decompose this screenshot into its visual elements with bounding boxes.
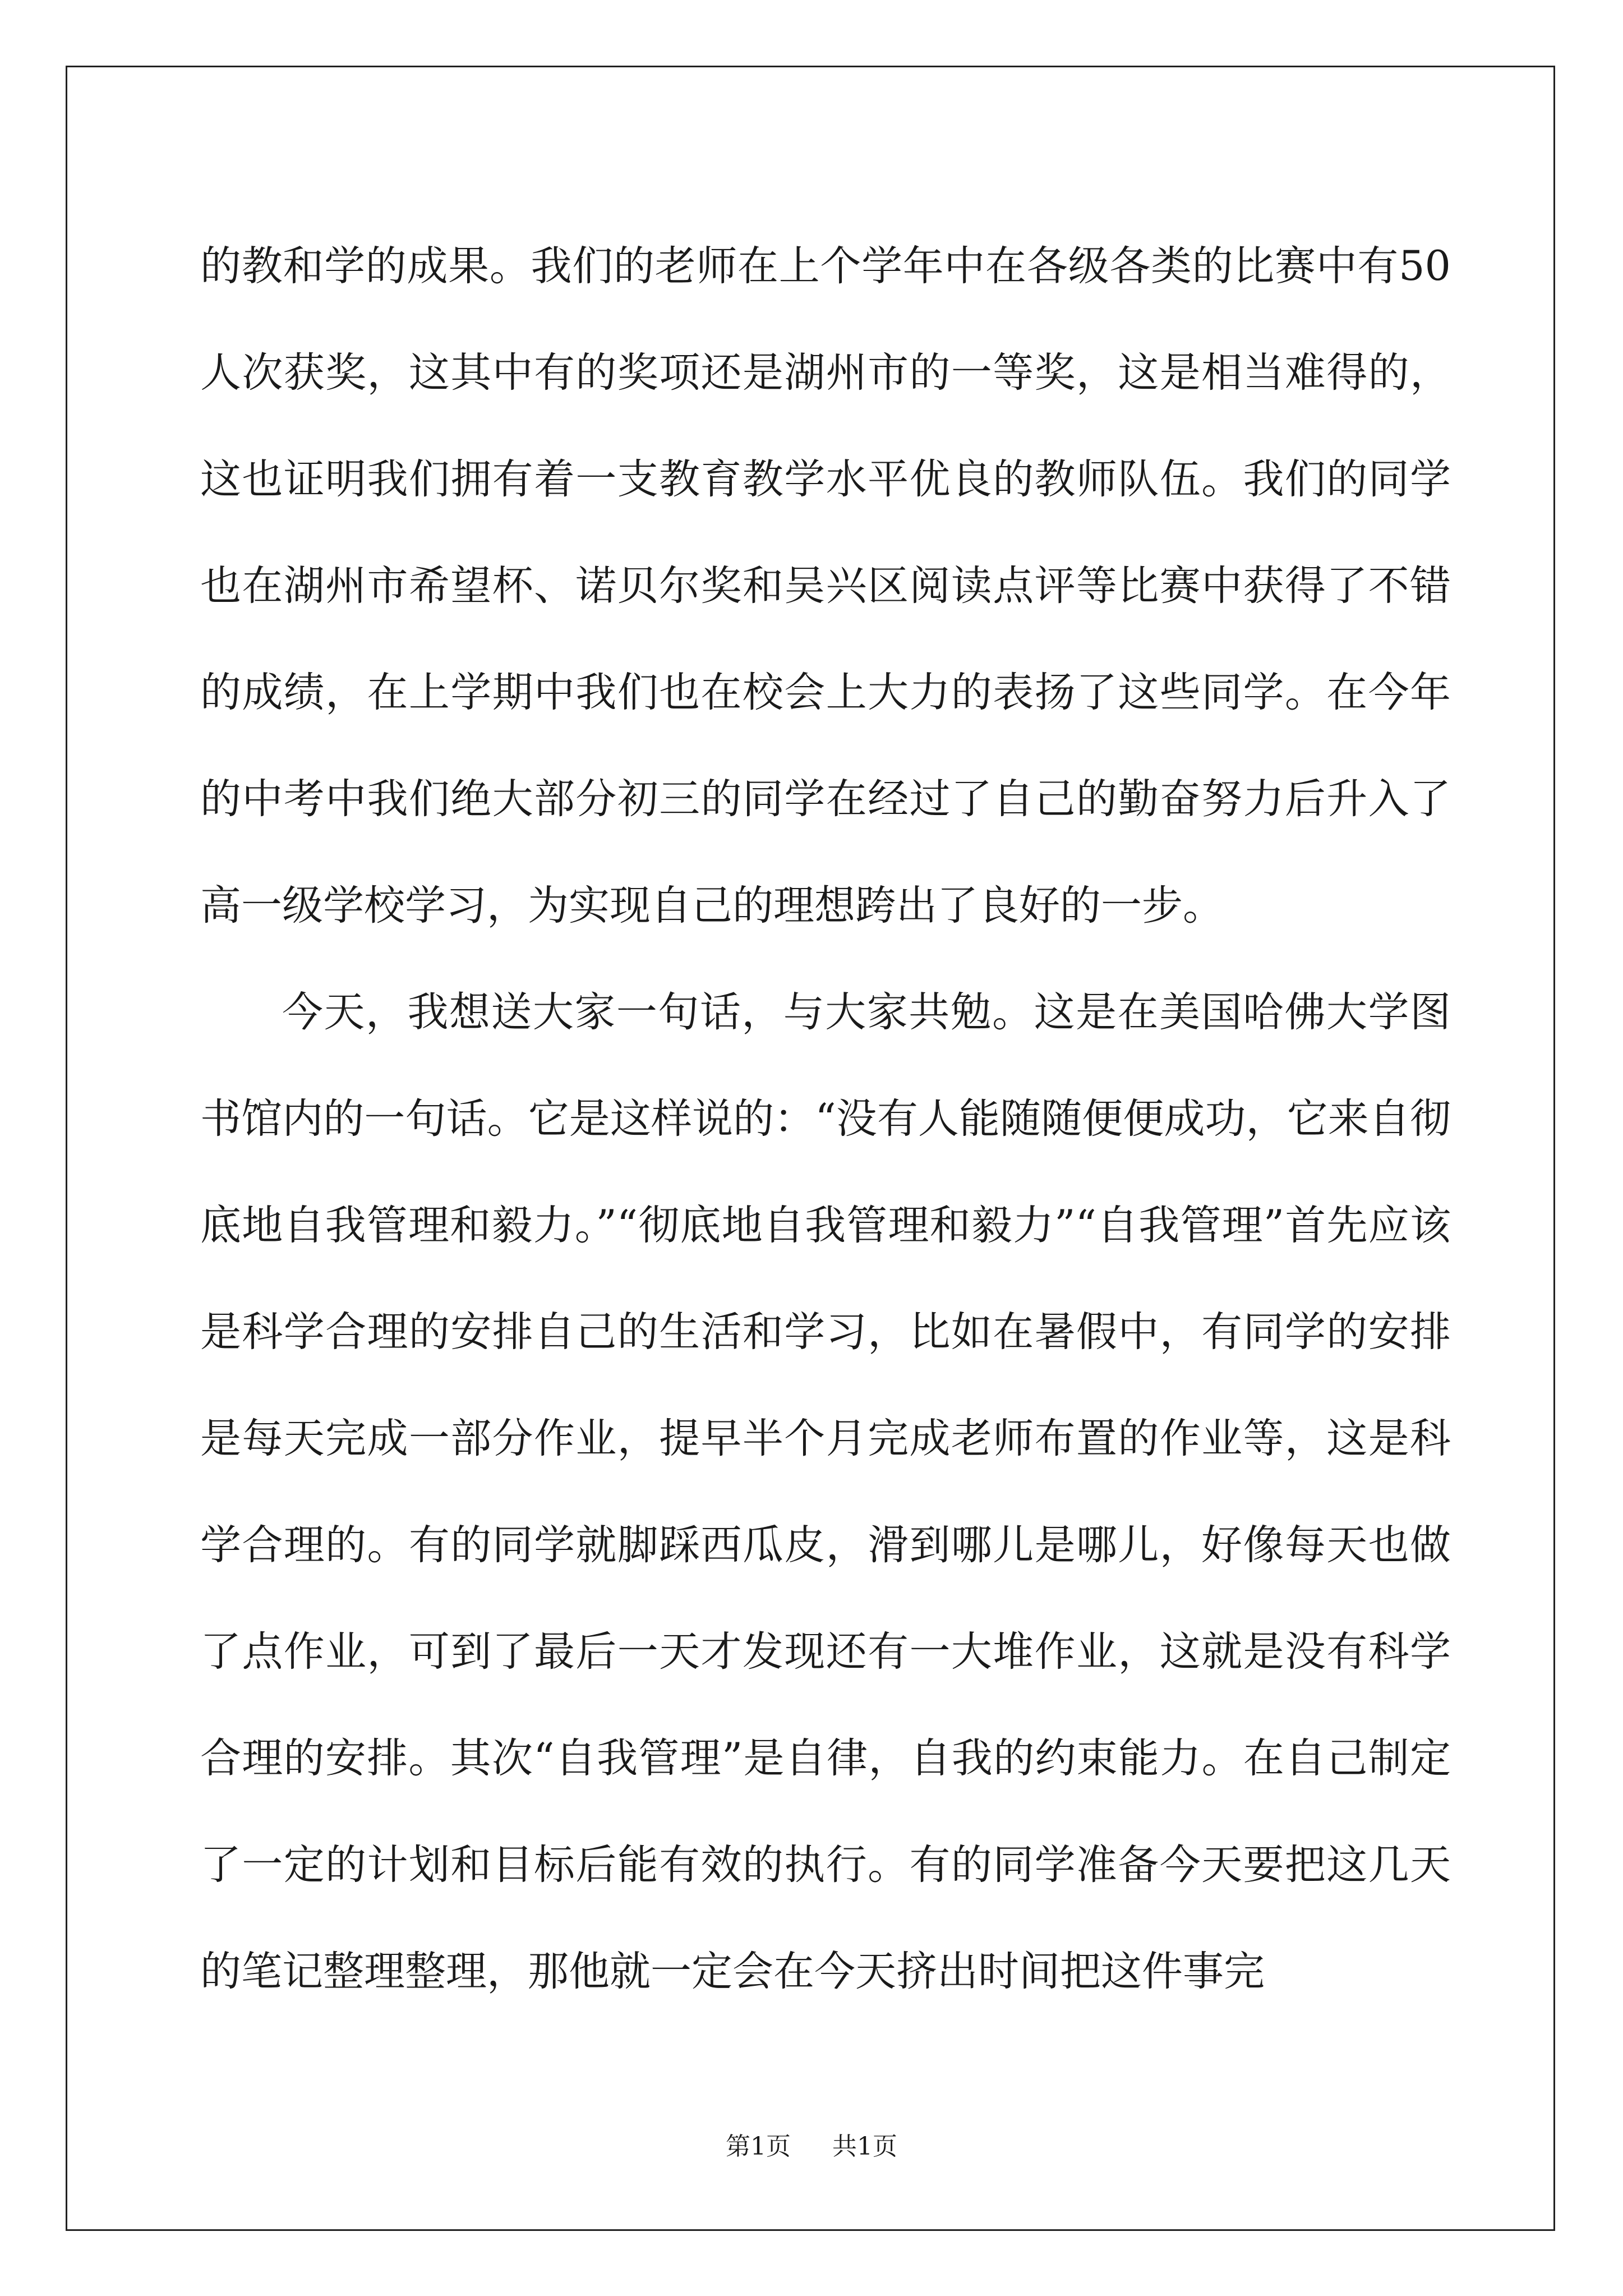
document-body [200, 213, 1451, 2025]
page-total: 共1页 [832, 2132, 897, 2161]
paragraph-1: 的教和学的成果。我们的老师在上个学年中在各级各类的比赛中有50人次获奖，这其中有的奖项还是湖州市的一等奖，这是相当难得的，这也证明我们拥有着一支教育教学水平优良的教师队伍。我们的同学也在湖州市希望杯、诺贝尔奖和吴兴区阅读点评等比赛中获得了不错的成绩，在上学期中我们也在校会上大力的表扬了这些同学。在今年的中考中我们绝大部分初三的同学在经过了自己的勤奋努力后升入了高一级学校学习，为实现自己的理想跨出了良好的一步。 [200, 242, 1451, 930]
paragraph-2: 今天，我想送大家一句话，与大家共勉。这是在美国哈佛大学图书馆内的一句话。它是这样说的：“没有人能随随便便成功，它来自彻底地自我管理和毅力。”“彻底地自我管理和毅力”“自我管理”首先应该是科学合理的安排自己的生活和学习，比如在暑假中，有同学的安排是每天完成一部分作业，提早半个月完成老师布置的作业等，这是科学合理的。有的同学就脚踩西瓜皮，滑到哪儿是哪儿，好像每天也做了点作业，可到了最后一天才发现还有一大堆作业，这就是没有科学合理的安排。其次“自我管理”是自律，自我的约束能力。在自己制定了一定的计划和目标后能有效的执行。有的同学准备今天要把这几天的笔记整理整理，那他就一定会在今天挤出时间把这件事完 [200, 988, 1451, 1995]
page-footer [0, 2126, 1623, 2162]
page-number: 第1页 [726, 2132, 791, 2161]
